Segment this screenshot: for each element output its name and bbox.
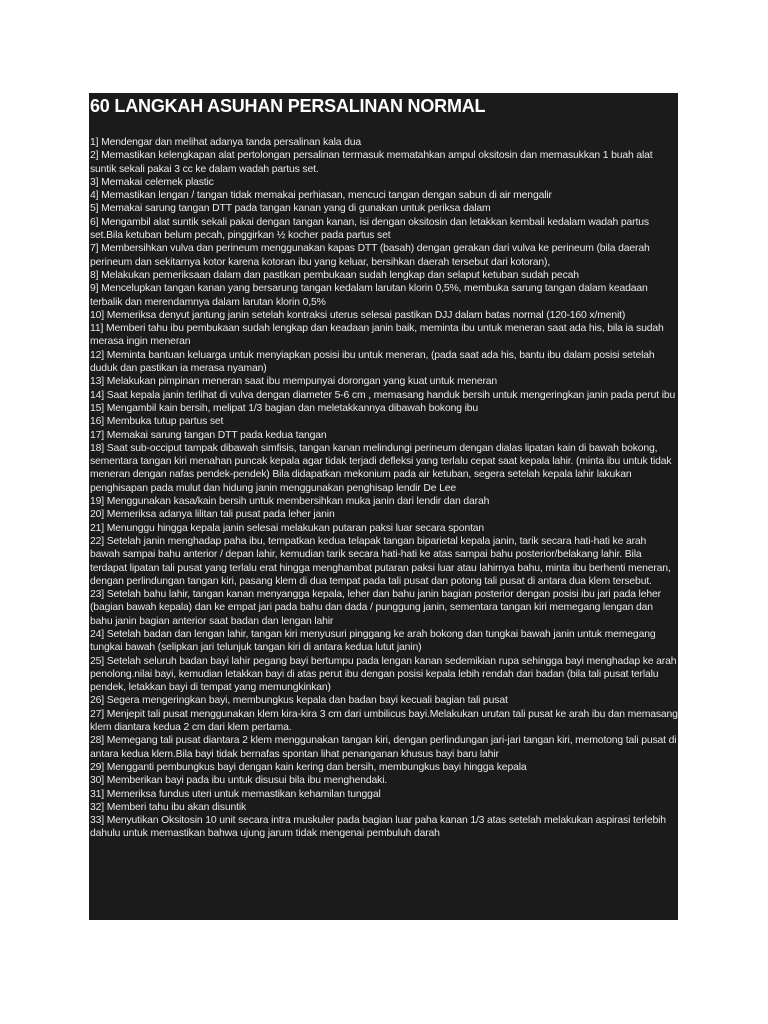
step-item: 1] Mendengar dan melihat adanya tanda persalinan kala dua bbox=[90, 137, 362, 148]
step-item: 26] Segera mengeringkan bayi, membungkus kepala dan badan bayi kecuali bagian tali pusat bbox=[90, 695, 508, 707]
step-item: 22] Setelah janin menghadap paha ibu, tempatkan kedua telapak tangan biparietal kepala janin, tarik secara hati-hati ke arah bawah sampai bahu anterior / depan lahir, kemudian tarik secara hati-hati ke atas sampai bahu posterior/belakang lahir. Bila terdapat lipatan tali pusat yang terlalu erat hingga menghambat putaran paksi luar atau lahirnya bahu, minta ibu berhenti meneran, dengan perlindungan tangan kiri, pasang klem di dua tempat pada tali pusat dan potong tali pusat di antara dua klem tersebut. bbox=[90, 535, 671, 587]
step-item: 6] Mengambil alat suntik sekali pakai dengan tangan kanan, isi dengan oksitosin dan letakkan kembali kedalam wadah partus set.Bila ketuban belum pecah, pinggirkan ½ kocher pada partus set bbox=[90, 216, 649, 242]
step-item: 24] Setelah badan dan lengan lahir, tangan kiri menyusuri pinggang ke arah bokong dan tungkai bawah janin untuk memegang tungkai bawah (selipkan jari telunjuk tangan kiri di antara kedua lutut janin) bbox=[90, 628, 656, 654]
step-item: 11] Memberi tahu ibu pembukaan sudah lengkap dan keadaan janin baik, meminta ibu untuk meneran saat ada his, bila ia sudah merasa ingin meneran bbox=[90, 323, 664, 348]
document-page bbox=[89, 93, 678, 920]
step-item: 9] Mencelupkan tangan kanan yang bersarung tangan kedalam larutan klorin 0,5%, membuka sarung tangan dalam keadaan terbalik dan merendamnya dalam larutan klorin 0,5% bbox=[90, 283, 648, 308]
step-item: 18] Saat sub-occiput tampak dibawah simfisis, tangan kanan melindungi perineum dengan dialas lipatan kain di bawah bokong, sementara tangan kiri menahan puncak kepala agar tidak terjadi defleksi yang terlalu cepat saat kepala lahir. (minta ibu untuk tidak meneran dengan nafas pendek-pendek) Bila didapatkan mekonium pada air ketuban, segera setelah kepala lahir lakukan penghisapan pada mulut dan hidung janin menggunakan penghisap lendir De Lee bbox=[90, 442, 672, 494]
step-item: 33] Menyutikan Oksitosin 10 unit secara intra muskuler pada bagian luar paha kanan 1/3 atas setelah melakukan aspirasi terlebih dahulu untuk memastikan bahwa ujung jarum tidak mengenai pembuluh darah bbox=[90, 815, 666, 840]
step-item: 5] Memakai sarung tangan DTT pada tangan kanan yang di gunakan untuk periksa dalam bbox=[90, 203, 491, 215]
step-item: 13] Melakukan pimpinan meneran saat ibu mempunyai dorongan yang kuat untuk meneran bbox=[90, 376, 498, 388]
document-title: 60 LANGKAH ASUHAN PERSALINAN NORMAL bbox=[90, 96, 486, 116]
step-item: 32] Memberi tahu ibu akan disuntik bbox=[90, 801, 247, 813]
step-item: 8] Melakukan pemeriksaan dalam dan pastikan pembukaan sudah lengkap dan selaput ketuban sudah pecah bbox=[90, 269, 579, 281]
step-item: 31] Memeriksa fundus uteri untuk memastikan kehamilan tunggal bbox=[90, 788, 381, 800]
step-item: 25] Setelah seluruh badan bayi lahir pegang bayi bertumpu pada lengan kanan sedemikian rupa sehingga bayi menghadap ke arah penolong.nilai bayi, kemudian letakkan bayi di atas perut ibu dengan posisi kepala lebih rendah dari badan (bila tali pusat terlalu pendek, letakkan bayi di tempat yang memungkinkan) bbox=[90, 655, 677, 694]
step-item: 10] Memeriksa denyut jantung janin setelah kontraksi uterus selesai pastikan DJJ dalam batas normal (120-160 x/menit) bbox=[90, 309, 626, 321]
step-item: 30] Memberikan bayi pada ibu untuk disusui bila ibu menghendaki. bbox=[90, 775, 388, 787]
steps-list bbox=[89, 136, 678, 841]
step-item: 23] Setelah bahu lahir, tangan kanan menyangga kepala, leher dan bahu janin bagian posterior dengan posisi ibu jari pada leher (bagian bawah kepala) dan ke empat jari pada bahu dan dada / punggung janin, sementara tangan kiri memegang lengan dan bahu janin bagian anterior saat badan dan lengan lahir bbox=[90, 589, 661, 627]
step-item: 15] Mengambil kain bersih, melipat 1/3 bagian dan meletakkannya dibawah bokong ibu bbox=[90, 402, 478, 414]
step-item: 16] Membuka tutup partus set bbox=[90, 416, 224, 428]
step-item: 12] Meminta bantuan keluarga untuk menyiapkan posisi ibu untuk meneran, (pada saat ada his, bantu ibu dalam posisi setelah duduk dan pastikan ia merasa nyaman) bbox=[90, 349, 655, 375]
step-item: 21] Menunggu hingga kepala janin selesai melakukan putaran paksi luar secara spontan bbox=[90, 522, 485, 534]
step-item: 20] Memeriksa adanya lilitan tali pusat pada leher janin bbox=[90, 509, 335, 521]
step-item: 29] Mengganti pembungkus bayi dengan kain kering dan bersih, membungkus bayi hingga kepala bbox=[90, 761, 527, 773]
step-item: 28] Memegang tali pusat diantara 2 klem menggunakan tangan kiri, dengan perlindungan jari-jari tangan kiri, memotong tali pusat di antara kedua klem.Bila bayi tidak bernafas spontan lihat penanganan khusus bayi baru lahir bbox=[90, 735, 677, 760]
step-item: 27] Menjepit tali pusat menggunakan klem kira-kira 3 cm dari umbilicus bayi.Melakukan urutan tali pusat ke arah ibu dan memasang klem diantara kedua 2 cm dari klem pertama. bbox=[90, 708, 678, 734]
step-item: 2] Memastikan kelengkapan alat pertolongan persalinan termasuk mematahkan ampul oksitosin dan memasukkan 1 buah alat suntik sekali pakai 3 cc ke dalam wadah partus set. bbox=[90, 150, 653, 175]
step-item: 3] Memakai celemek plastic bbox=[90, 176, 214, 188]
step-item: 17] Memakai sarung tangan DTT pada kedua tangan bbox=[90, 429, 327, 441]
step-item: 4] Memastikan lengan / tangan tidak memakai perhiasan, mencuci tangan dengan sabun di air mengalir bbox=[90, 190, 552, 202]
step-item: 19] Menggunakan kasa/kain bersih untuk membersihkan muka janin dari lendir dan darah bbox=[90, 496, 490, 508]
step-item: 7] Membersihkan vulva dan perineum menggunakan kapas DTT (basah) dengan gerakan dari vulva ke perineum (bila daerah perineum dan sekitarnya kotor karena kotoran ibu yang keluar, bersihkan daerah tersebut dari kotoran), bbox=[90, 243, 650, 268]
step-item: 14] Saat kepala janin terlihat di vulva dengan diameter 5-6 cm , memasang handuk bersih untuk mengeringkan janin pada perut ibu bbox=[90, 389, 676, 401]
